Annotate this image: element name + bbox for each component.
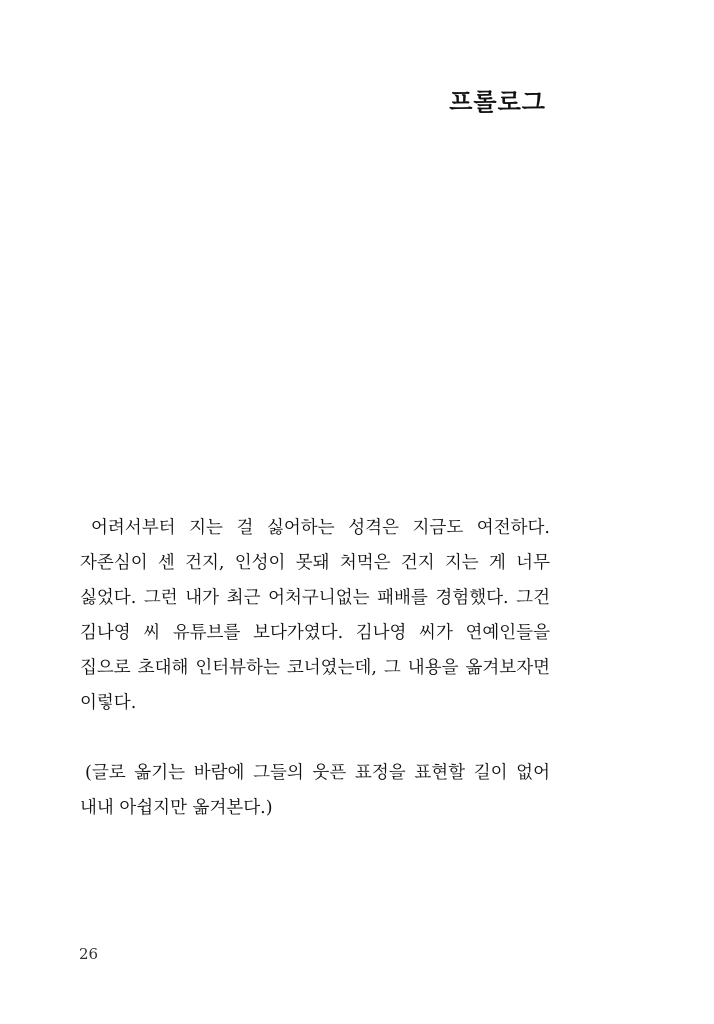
paragraph-2: (글로 옮기는 바람에 그들의 웃픈 표정을 표현할 길이 없어 내내 아쉽지만 옮겨본다.) xyxy=(80,763,550,818)
page-number: 26 xyxy=(79,945,99,963)
paragraph-1: 어려서부터 지는 걸 싫어하는 성격은 지금도 여전하다. 자존심이 센 건지, 인성이 못돼 처먹은 건지 지는 게 너무 싫었다. 그런 내가 최근 어처구니없는 패배를 경험했다. 그건 김나영 씨 유튜브를 보다가였다. 김나영 씨가 연예인들을 집으로 초대해 인터뷰하는 코너였는데, 그 내용을 옮겨보자면 이렇다. xyxy=(80,518,550,713)
chapter-title: 프롤로그 xyxy=(449,87,546,116)
body-text xyxy=(80,511,550,826)
